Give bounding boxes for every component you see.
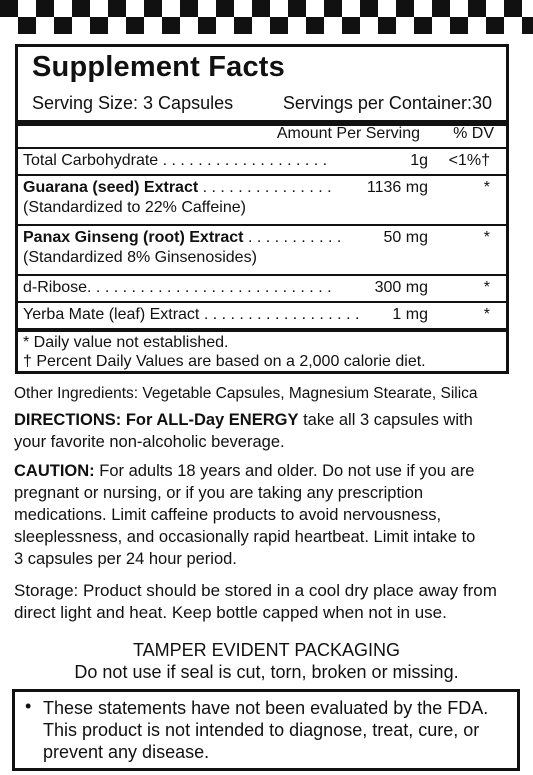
checker-square <box>324 17 342 34</box>
checker-square <box>18 17 36 34</box>
checker-square <box>342 0 360 17</box>
directions-label: DIRECTIONS: For ALL-Day ENERGY <box>14 411 299 429</box>
nutrient-dv: * <box>483 279 490 296</box>
checker-square <box>288 17 306 34</box>
panel-title: Supplement Facts <box>32 51 285 83</box>
row-divider <box>18 274 506 276</box>
serving-size: Serving Size: 3 Capsules <box>32 93 234 113</box>
nutrient-name: Yerba Mate (leaf) Extract <box>23 306 200 323</box>
checker-square <box>504 0 522 17</box>
checker-square <box>54 17 72 34</box>
row-divider <box>18 301 506 303</box>
checker-square <box>432 17 450 34</box>
nutrient-dv: * <box>483 306 490 323</box>
checker-square <box>414 17 432 34</box>
nutrient-row <box>23 305 498 325</box>
checker-square <box>396 17 414 34</box>
checker-square <box>432 0 450 17</box>
other-ingredients: Other Ingredients: Vegetable Capsules, Magnesium Stearate, Silica <box>14 385 478 402</box>
nutrient-amount: 1 mg <box>392 306 428 323</box>
leader-dots: . . . . . . . . . . . <box>243 229 342 246</box>
thick-divider <box>18 120 506 126</box>
nutrient-row <box>23 151 498 171</box>
nutrient-amount: 1g <box>410 152 428 169</box>
checker-square <box>270 17 288 34</box>
checker-square <box>468 0 486 17</box>
nutrient-row <box>23 278 498 298</box>
checker-square <box>144 0 162 17</box>
checker-square <box>486 17 504 34</box>
amount-per-serving-header: Amount Per Serving <box>276 125 420 142</box>
nutrient-dv: * <box>483 229 490 246</box>
nutrient-amount: 300 mg <box>374 279 428 296</box>
tamper-text: Do not use if seal is cut, torn, broken or missing. <box>74 662 459 682</box>
checker-square <box>108 17 126 34</box>
footnote-daily-value: * Daily value not established. <box>23 334 229 351</box>
checker-square <box>522 17 533 34</box>
fda-disclaimer-text: These statements have not been evaluated by the FDA. This product is not intended to diagnose, treat, cure, or prevent any disease. <box>43 698 489 762</box>
checker-square <box>324 0 342 17</box>
checker-square <box>180 0 198 17</box>
fda-disclaimer-box <box>12 689 520 771</box>
checker-square <box>162 0 180 17</box>
checker-square <box>18 0 36 17</box>
checker-square <box>108 0 126 17</box>
checker-square <box>234 0 252 17</box>
checker-square <box>126 17 144 34</box>
checker-square <box>342 17 360 34</box>
checker-square <box>90 17 108 34</box>
storage-instructions: Storage: Product should be stored in a cool dry place away from direct light and heat. Keep bottle capped when not in use. <box>14 581 497 622</box>
checker-square <box>414 0 432 17</box>
checker-square <box>486 0 504 17</box>
caution <box>14 460 484 570</box>
dv-header: % DV <box>453 125 494 142</box>
footnotes <box>23 333 426 371</box>
checker-square <box>306 17 324 34</box>
checker-square <box>306 0 324 17</box>
checker-square <box>450 0 468 17</box>
thick-row-divider <box>18 328 506 332</box>
checker-square <box>288 0 306 17</box>
checker-square <box>198 0 216 17</box>
checker-square <box>198 17 216 34</box>
nutrient-name: Guarana (seed) Extract <box>23 179 199 196</box>
directions-text: take all 3 capsules with your favorite non-alcoholic beverage. <box>14 411 473 451</box>
checker-square <box>72 17 90 34</box>
nutrient-row <box>23 228 498 268</box>
row-divider <box>18 174 506 176</box>
tamper-title: TAMPER EVIDENT PACKAGING <box>132 640 401 660</box>
checker-square <box>180 17 198 34</box>
nutrient-amount: 1136 mg <box>366 179 428 196</box>
checker-square <box>252 0 270 17</box>
checker-square <box>36 17 54 34</box>
checker-square <box>54 0 72 17</box>
nutrient-name: Total Carbohydrate <box>23 152 159 169</box>
checker-square <box>36 0 54 17</box>
checker-square <box>270 0 288 17</box>
checker-square <box>144 17 162 34</box>
row-divider <box>18 224 506 226</box>
nutrient-dv: * <box>483 179 490 196</box>
nutrient-amount: 50 mg <box>383 229 428 246</box>
checker-square <box>522 0 533 17</box>
checker-square <box>360 17 378 34</box>
checker-square <box>0 0 18 17</box>
nutrient-standardization: (Standardized 8% Ginsenosides) <box>23 249 257 266</box>
checkered-border <box>0 0 533 34</box>
footnote-percent-dv: † Percent Daily Values are based on a 2,000 calorie diet. <box>23 353 426 370</box>
checker-square <box>504 17 522 34</box>
caution-label: CAUTION: <box>14 462 95 480</box>
checker-square <box>0 17 18 34</box>
leader-dots: . . . . . . . . . . . . . . . . . . <box>199 306 360 323</box>
checker-square <box>72 0 90 17</box>
nutrient-standardization: (Standardized to 22% Caffeine) <box>23 199 246 216</box>
checker-square <box>378 0 396 17</box>
caution-text: For adults 18 years and older. Do not use if you are pregnant or nursing, or if you are taking any prescription medications. Limit caffeine products to avoid nervousness, sleeplessness, and occasionally rapid heartbeat. Limit intake to 3 capsules per 24 hour period. <box>14 462 476 568</box>
checker-square <box>126 0 144 17</box>
checker-square <box>378 17 396 34</box>
checker-square <box>162 17 180 34</box>
nutrient-dv: <1%† <box>448 152 490 169</box>
bullet-icon: • <box>25 696 32 716</box>
row-divider <box>18 147 506 149</box>
directions <box>14 409 504 453</box>
checker-square <box>360 0 378 17</box>
checker-square <box>90 0 108 17</box>
checker-square <box>216 0 234 17</box>
leader-dots: . . . . . . . . . . . . . . . . . . . <box>158 152 328 169</box>
leader-dots: . . . . . . . . . . . . . . . . . . . . . . . . . . . . <box>87 279 332 296</box>
checker-square <box>234 17 252 34</box>
nutrient-name: d-Ribose <box>23 279 88 296</box>
checker-square <box>450 17 468 34</box>
supplement-facts-panel <box>15 44 509 374</box>
servings-per-container: Servings per Container:30 <box>282 93 492 113</box>
checker-square <box>216 17 234 34</box>
checker-square <box>396 0 414 17</box>
nutrient-row <box>23 178 498 218</box>
leader-dots: . . . . . . . . . . . . . . . <box>198 179 332 196</box>
checker-square <box>468 17 486 34</box>
checker-square <box>252 17 270 34</box>
nutrient-name: Panax Ginseng (root) Extract <box>23 229 244 246</box>
